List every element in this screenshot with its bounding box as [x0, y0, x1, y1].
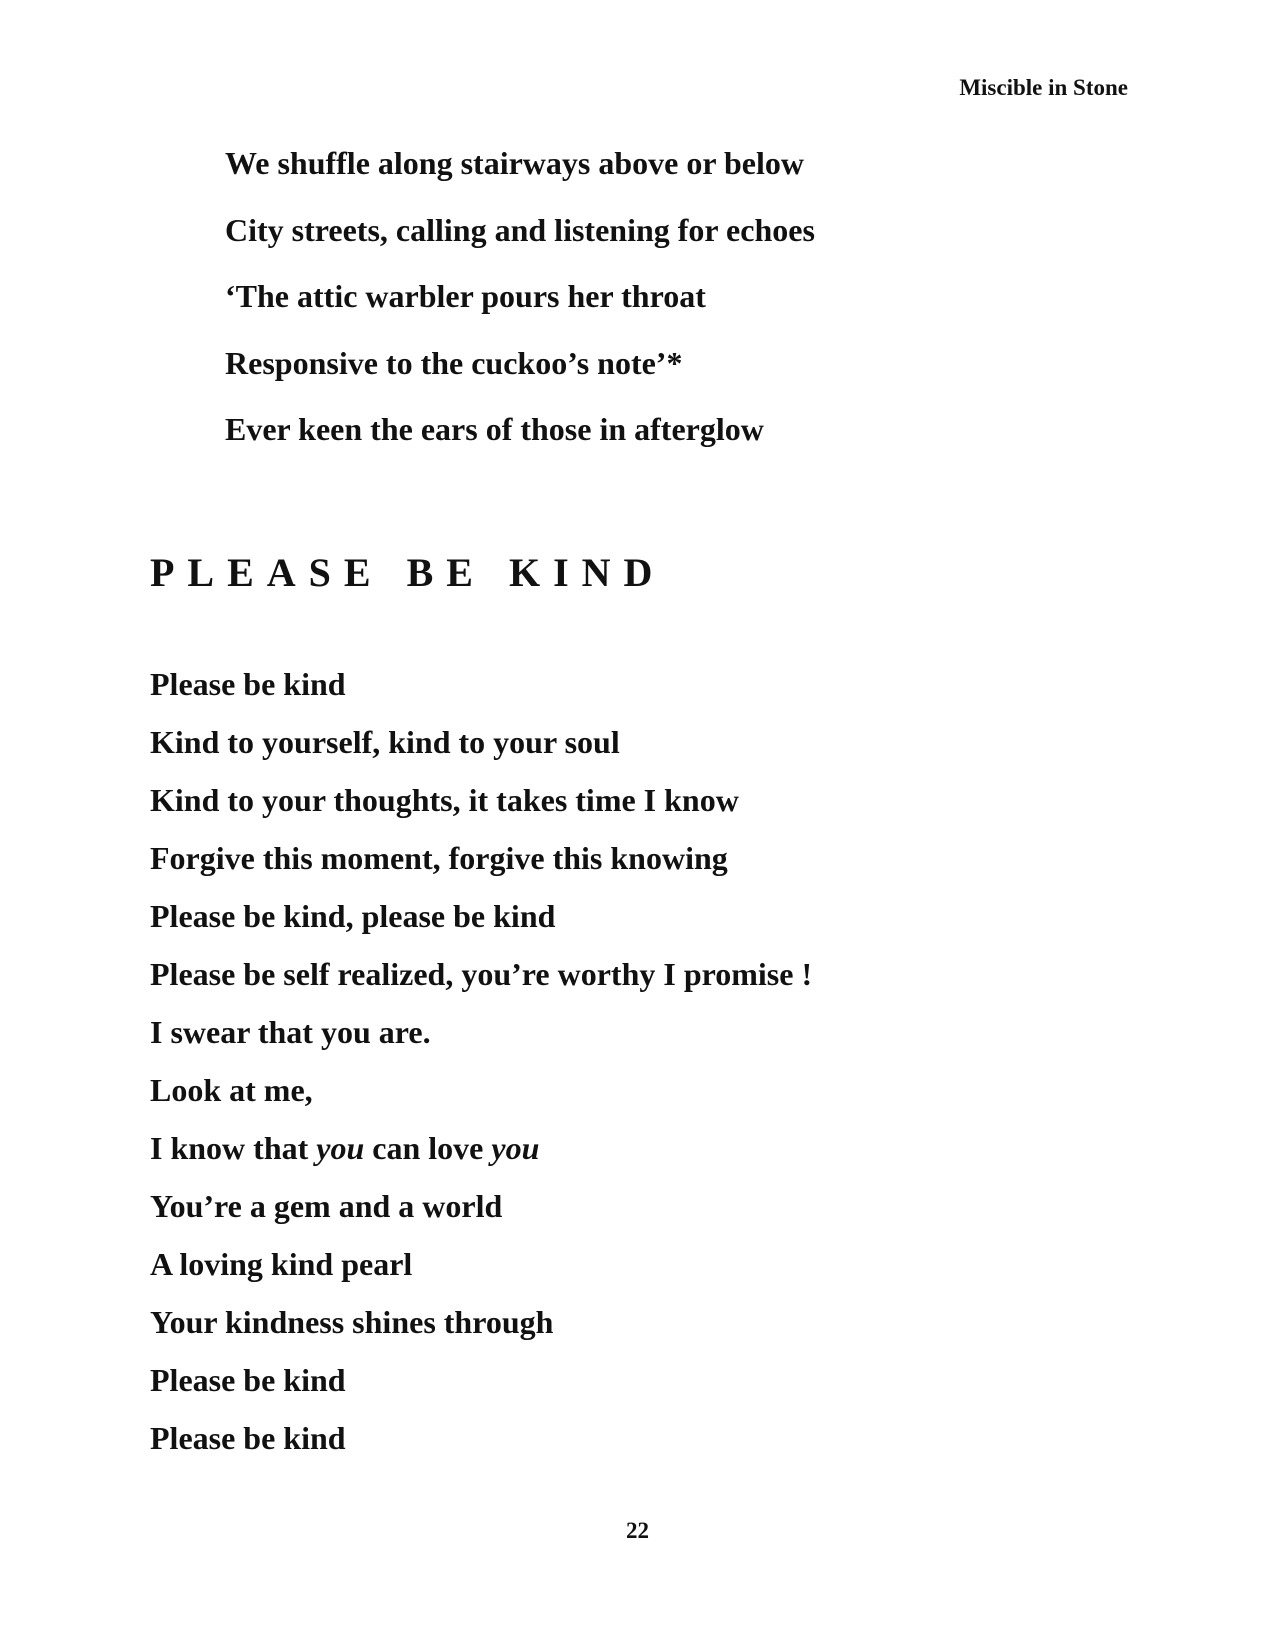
poem-line: Look at me,: [150, 1072, 313, 1108]
stanza-line: We shuffle along stairways above or below: [225, 145, 804, 181]
poem-line: You’re a gem and a world: [150, 1188, 503, 1224]
poem-line: Please be kind: [150, 666, 346, 702]
stanza-line: ‘The attic warbler pours her throat: [225, 278, 706, 314]
stanza-line: City streets, calling and listening for echoes: [225, 211, 815, 248]
poem-line: Please be kind: [150, 1362, 346, 1398]
poem-line: A loving kind pearl: [150, 1246, 413, 1282]
poem-line: I swear that you are.: [150, 1014, 431, 1050]
page-number: 22: [626, 1518, 649, 1543]
continued-stanza: [225, 145, 815, 478]
stanza-line: Responsive to the cuckoo’s note’*: [225, 344, 683, 381]
poem-line: Forgive this moment, forgive this knowing: [150, 840, 728, 876]
poem-line-emphasis: [150, 1130, 812, 1188]
emphasis-text: you: [316, 1130, 365, 1166]
emphasis-text: you: [491, 1130, 540, 1166]
poem-title: PLEASE BE KIND: [150, 550, 666, 595]
running-header: Miscible in Stone: [959, 75, 1128, 100]
line-text: can love: [364, 1130, 492, 1166]
poem-body: [150, 666, 812, 1478]
line-text: I know that: [150, 1130, 317, 1166]
poem-line: Kind to yourself, kind to your soul: [150, 724, 620, 760]
poem-line: Please be self realized, you’re worthy I promise !: [150, 956, 813, 992]
poem-line: Please be kind: [150, 1420, 346, 1456]
poem-line: Kind to your thoughts, it takes time I know: [150, 782, 739, 818]
poem-line: Your kindness shines through: [150, 1304, 554, 1340]
stanza-line: Ever keen the ears of those in afterglow: [225, 411, 764, 447]
poem-line: Please be kind, please be kind: [150, 898, 556, 934]
